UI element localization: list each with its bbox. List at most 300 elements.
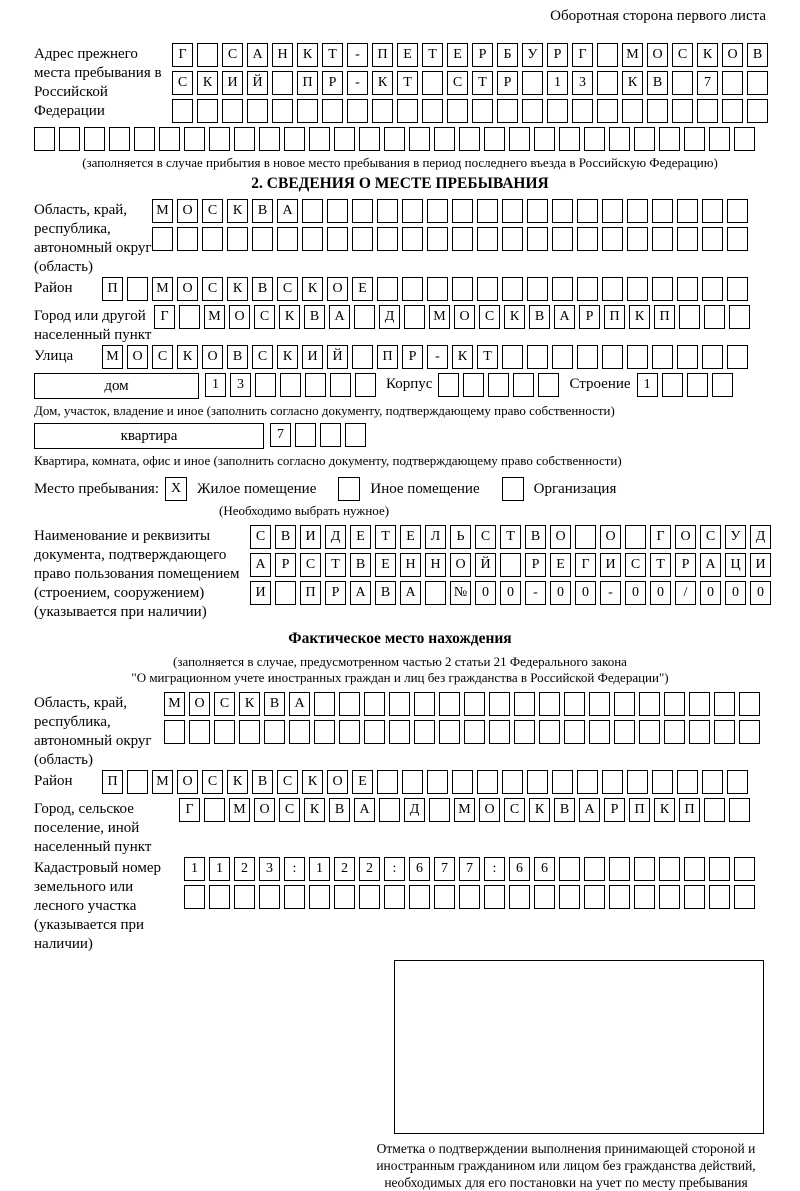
char-cell[interactable]: А [354, 798, 375, 822]
char-cell[interactable] [552, 345, 573, 369]
char-cell[interactable] [552, 277, 573, 301]
char-cell[interactable] [734, 857, 755, 881]
char-cell[interactable]: О [229, 305, 250, 329]
char-cell[interactable] [272, 99, 293, 123]
char-cell[interactable] [577, 227, 598, 251]
char-cell[interactable]: Г [572, 43, 593, 67]
char-cell[interactable] [652, 345, 673, 369]
char-cell[interactable] [659, 885, 680, 909]
char-cell[interactable] [402, 199, 423, 223]
char-cell[interactable] [459, 127, 480, 151]
char-cell[interactable] [477, 277, 498, 301]
char-cell[interactable]: 0 [550, 581, 571, 605]
char-cell[interactable]: С [700, 525, 721, 549]
char-cell[interactable] [59, 127, 80, 151]
char-cell[interactable] [402, 770, 423, 794]
char-cell[interactable] [284, 885, 305, 909]
char-cell[interactable] [727, 277, 748, 301]
char-cell[interactable]: 6 [409, 857, 430, 881]
char-cell[interactable]: Р [325, 581, 346, 605]
char-cell[interactable] [172, 99, 193, 123]
char-cell[interactable] [559, 885, 580, 909]
char-cell[interactable]: С [172, 71, 193, 95]
char-cell[interactable]: К [302, 277, 323, 301]
char-cell[interactable]: В [252, 199, 273, 223]
char-cell[interactable]: П [377, 345, 398, 369]
char-cell[interactable] [547, 99, 568, 123]
char-cell[interactable]: И [302, 345, 323, 369]
char-cell[interactable]: К [622, 71, 643, 95]
char-cell[interactable] [538, 373, 559, 397]
char-cell[interactable] [527, 770, 548, 794]
char-cell[interactable]: Р [675, 553, 696, 577]
char-cell[interactable] [513, 373, 534, 397]
char-cell[interactable] [302, 199, 323, 223]
char-cell[interactable] [672, 71, 693, 95]
char-cell[interactable] [84, 127, 105, 151]
char-cell[interactable] [609, 857, 630, 881]
char-cell[interactable] [534, 127, 555, 151]
char-cell[interactable]: О [454, 305, 475, 329]
char-cell[interactable]: В [304, 305, 325, 329]
char-cell[interactable]: Е [447, 43, 468, 67]
char-cell[interactable]: П [372, 43, 393, 67]
char-cell[interactable]: : [284, 857, 305, 881]
char-cell[interactable]: К [239, 692, 260, 716]
char-cell[interactable] [264, 720, 285, 744]
char-cell[interactable] [564, 720, 585, 744]
char-cell[interactable]: Р [547, 43, 568, 67]
char-cell[interactable] [295, 423, 316, 447]
char-cell[interactable]: 2 [234, 857, 255, 881]
char-cell[interactable] [522, 71, 543, 95]
char-cell[interactable]: Г [179, 798, 200, 822]
char-cell[interactable] [452, 227, 473, 251]
char-cell[interactable] [197, 43, 218, 67]
char-cell[interactable] [702, 199, 723, 223]
dom-type-box[interactable]: дом [34, 373, 199, 399]
checkbox-zhiloe[interactable]: X [165, 477, 187, 501]
char-cell[interactable] [634, 857, 655, 881]
char-cell[interactable] [664, 692, 685, 716]
char-cell[interactable] [729, 798, 750, 822]
char-cell[interactable]: Р [402, 345, 423, 369]
char-cell[interactable]: Р [322, 71, 343, 95]
char-cell[interactable]: В [252, 277, 273, 301]
char-cell[interactable] [502, 345, 523, 369]
char-cell[interactable] [184, 127, 205, 151]
char-cell[interactable] [339, 720, 360, 744]
char-cell[interactable] [377, 227, 398, 251]
char-cell[interactable] [314, 720, 335, 744]
char-cell[interactable]: П [102, 277, 123, 301]
char-cell[interactable]: - [347, 43, 368, 67]
char-cell[interactable] [389, 692, 410, 716]
char-cell[interactable] [734, 885, 755, 909]
char-cell[interactable] [739, 720, 760, 744]
char-cell[interactable] [677, 345, 698, 369]
char-cell[interactable] [384, 885, 405, 909]
kvartira-type-box[interactable]: квартира [34, 423, 264, 449]
char-cell[interactable] [572, 99, 593, 123]
char-cell[interactable]: С [202, 770, 223, 794]
char-cell[interactable]: 0 [750, 581, 771, 605]
char-cell[interactable] [409, 885, 430, 909]
char-cell[interactable]: О [177, 770, 198, 794]
char-cell[interactable]: Д [404, 798, 425, 822]
char-cell[interactable] [609, 885, 630, 909]
char-cell[interactable]: М [622, 43, 643, 67]
char-cell[interactable] [364, 720, 385, 744]
char-cell[interactable] [722, 71, 743, 95]
char-cell[interactable] [354, 305, 375, 329]
char-cell[interactable]: 6 [509, 857, 530, 881]
char-cell[interactable] [727, 345, 748, 369]
char-cell[interactable]: О [327, 277, 348, 301]
char-cell[interactable]: В [375, 581, 396, 605]
char-cell[interactable] [289, 720, 310, 744]
char-cell[interactable]: С [252, 345, 273, 369]
char-cell[interactable] [697, 99, 718, 123]
char-cell[interactable] [552, 199, 573, 223]
char-cell[interactable] [514, 720, 535, 744]
char-cell[interactable] [509, 885, 530, 909]
char-cell[interactable] [702, 770, 723, 794]
char-cell[interactable]: А [350, 581, 371, 605]
char-cell[interactable] [664, 720, 685, 744]
char-cell[interactable] [627, 277, 648, 301]
char-cell[interactable]: В [529, 305, 550, 329]
char-cell[interactable] [627, 770, 648, 794]
char-cell[interactable]: Г [154, 305, 175, 329]
char-cell[interactable] [484, 885, 505, 909]
char-cell[interactable]: Р [497, 71, 518, 95]
char-cell[interactable] [614, 720, 635, 744]
char-cell[interactable]: Л [425, 525, 446, 549]
checkbox-inoe[interactable] [338, 477, 360, 501]
char-cell[interactable] [459, 885, 480, 909]
char-cell[interactable]: О [450, 553, 471, 577]
char-cell[interactable] [372, 99, 393, 123]
char-cell[interactable] [514, 692, 535, 716]
char-cell[interactable] [409, 127, 430, 151]
char-cell[interactable]: 3 [230, 373, 251, 397]
char-cell[interactable]: 2 [359, 857, 380, 881]
char-cell[interactable] [434, 885, 455, 909]
char-cell[interactable] [489, 720, 510, 744]
char-cell[interactable] [427, 770, 448, 794]
char-cell[interactable] [602, 227, 623, 251]
char-cell[interactable] [272, 71, 293, 95]
char-cell[interactable] [359, 885, 380, 909]
char-cell[interactable] [734, 127, 755, 151]
char-cell[interactable] [652, 277, 673, 301]
char-cell[interactable]: 3 [259, 857, 280, 881]
char-cell[interactable] [352, 227, 373, 251]
char-cell[interactable] [602, 770, 623, 794]
char-cell[interactable]: К [279, 305, 300, 329]
char-cell[interactable] [702, 345, 723, 369]
char-cell[interactable] [727, 227, 748, 251]
char-cell[interactable]: А [554, 305, 575, 329]
char-cell[interactable]: А [579, 798, 600, 822]
char-cell[interactable]: О [254, 798, 275, 822]
char-cell[interactable]: 0 [725, 581, 746, 605]
char-cell[interactable]: Р [525, 553, 546, 577]
char-cell[interactable] [234, 885, 255, 909]
char-cell[interactable]: К [654, 798, 675, 822]
char-cell[interactable]: Д [325, 525, 346, 549]
char-cell[interactable] [352, 345, 373, 369]
char-cell[interactable]: 7 [459, 857, 480, 881]
char-cell[interactable] [704, 798, 725, 822]
char-cell[interactable] [429, 798, 450, 822]
char-cell[interactable] [634, 885, 655, 909]
char-cell[interactable] [305, 373, 326, 397]
char-cell[interactable] [527, 345, 548, 369]
char-cell[interactable] [164, 720, 185, 744]
char-cell[interactable] [234, 127, 255, 151]
char-cell[interactable] [277, 227, 298, 251]
char-cell[interactable] [422, 99, 443, 123]
char-cell[interactable] [439, 692, 460, 716]
char-cell[interactable]: В [554, 798, 575, 822]
char-cell[interactable]: Й [327, 345, 348, 369]
char-cell[interactable]: Е [550, 553, 571, 577]
char-cell[interactable]: Т [422, 43, 443, 67]
char-cell[interactable] [402, 227, 423, 251]
char-cell[interactable] [747, 71, 768, 95]
char-cell[interactable]: П [629, 798, 650, 822]
char-cell[interactable] [684, 885, 705, 909]
char-cell[interactable] [712, 373, 733, 397]
char-cell[interactable]: - [427, 345, 448, 369]
char-cell[interactable]: Р [472, 43, 493, 67]
char-cell[interactable]: 0 [575, 581, 596, 605]
char-cell[interactable] [209, 127, 230, 151]
char-cell[interactable] [355, 373, 376, 397]
char-cell[interactable] [672, 99, 693, 123]
char-cell[interactable] [389, 720, 410, 744]
char-cell[interactable]: В [329, 798, 350, 822]
char-cell[interactable] [702, 227, 723, 251]
char-cell[interactable] [397, 99, 418, 123]
char-cell[interactable] [659, 127, 680, 151]
char-cell[interactable] [702, 277, 723, 301]
char-cell[interactable] [597, 99, 618, 123]
char-cell[interactable] [259, 127, 280, 151]
char-cell[interactable] [179, 305, 200, 329]
char-cell[interactable] [402, 277, 423, 301]
char-cell[interactable] [204, 798, 225, 822]
char-cell[interactable] [684, 857, 705, 881]
char-cell[interactable]: В [525, 525, 546, 549]
char-cell[interactable] [534, 885, 555, 909]
char-cell[interactable]: 1 [309, 857, 330, 881]
char-cell[interactable] [502, 770, 523, 794]
char-cell[interactable] [404, 305, 425, 329]
char-cell[interactable] [589, 720, 610, 744]
char-cell[interactable]: Р [579, 305, 600, 329]
char-cell[interactable]: Т [397, 71, 418, 95]
char-cell[interactable]: Е [350, 525, 371, 549]
char-cell[interactable]: Т [325, 553, 346, 577]
char-cell[interactable] [652, 770, 673, 794]
char-cell[interactable]: С [222, 43, 243, 67]
char-cell[interactable]: Е [352, 277, 373, 301]
char-cell[interactable]: 7 [270, 423, 291, 447]
char-cell[interactable] [552, 770, 573, 794]
char-cell[interactable] [477, 227, 498, 251]
char-cell[interactable] [247, 99, 268, 123]
char-cell[interactable] [352, 199, 373, 223]
char-cell[interactable] [577, 345, 598, 369]
char-cell[interactable]: М [152, 199, 173, 223]
char-cell[interactable] [584, 857, 605, 881]
char-cell[interactable] [209, 885, 230, 909]
char-cell[interactable]: К [629, 305, 650, 329]
char-cell[interactable]: Н [425, 553, 446, 577]
char-cell[interactable] [527, 227, 548, 251]
char-cell[interactable] [127, 277, 148, 301]
char-cell[interactable]: Б [497, 43, 518, 67]
char-cell[interactable] [602, 199, 623, 223]
char-cell[interactable] [322, 99, 343, 123]
char-cell[interactable]: С [214, 692, 235, 716]
char-cell[interactable]: А [289, 692, 310, 716]
char-cell[interactable] [522, 99, 543, 123]
char-cell[interactable]: М [429, 305, 450, 329]
char-cell[interactable]: И [300, 525, 321, 549]
char-cell[interactable] [255, 373, 276, 397]
char-cell[interactable] [414, 720, 435, 744]
char-cell[interactable] [334, 885, 355, 909]
char-cell[interactable] [527, 277, 548, 301]
char-cell[interactable]: К [227, 770, 248, 794]
char-cell[interactable]: 0 [500, 581, 521, 605]
char-cell[interactable] [597, 43, 618, 67]
char-cell[interactable] [500, 553, 521, 577]
char-cell[interactable]: А [247, 43, 268, 67]
char-cell[interactable] [634, 127, 655, 151]
char-cell[interactable] [34, 127, 55, 151]
char-cell[interactable]: М [152, 277, 173, 301]
char-cell[interactable]: Д [750, 525, 771, 549]
char-cell[interactable]: С [202, 277, 223, 301]
char-cell[interactable]: С [625, 553, 646, 577]
checkbox-organizatsiya[interactable] [502, 477, 524, 501]
char-cell[interactable] [729, 305, 750, 329]
char-cell[interactable] [502, 199, 523, 223]
char-cell[interactable] [309, 127, 330, 151]
char-cell[interactable]: А [700, 553, 721, 577]
char-cell[interactable]: Е [375, 553, 396, 577]
char-cell[interactable] [327, 227, 348, 251]
char-cell[interactable] [489, 692, 510, 716]
char-cell[interactable] [709, 857, 730, 881]
char-cell[interactable]: М [102, 345, 123, 369]
char-cell[interactable] [177, 227, 198, 251]
char-cell[interactable]: В [227, 345, 248, 369]
char-cell[interactable] [564, 692, 585, 716]
char-cell[interactable]: 1 [209, 857, 230, 881]
char-cell[interactable]: Т [477, 345, 498, 369]
char-cell[interactable] [259, 885, 280, 909]
char-cell[interactable] [609, 127, 630, 151]
char-cell[interactable]: К [277, 345, 298, 369]
char-cell[interactable]: М [164, 692, 185, 716]
char-cell[interactable] [739, 692, 760, 716]
char-cell[interactable]: - [347, 71, 368, 95]
char-cell[interactable] [377, 277, 398, 301]
char-cell[interactable]: 3 [572, 71, 593, 95]
char-cell[interactable]: П [604, 305, 625, 329]
char-cell[interactable] [347, 99, 368, 123]
char-cell[interactable] [488, 373, 509, 397]
char-cell[interactable]: - [600, 581, 621, 605]
char-cell[interactable]: 0 [700, 581, 721, 605]
char-cell[interactable]: С [672, 43, 693, 67]
char-cell[interactable] [677, 277, 698, 301]
char-cell[interactable] [639, 692, 660, 716]
char-cell[interactable] [652, 227, 673, 251]
char-cell[interactable]: П [654, 305, 675, 329]
char-cell[interactable] [709, 885, 730, 909]
char-cell[interactable] [464, 692, 485, 716]
char-cell[interactable] [584, 127, 605, 151]
char-cell[interactable]: С [254, 305, 275, 329]
char-cell[interactable] [464, 720, 485, 744]
char-cell[interactable]: 1 [637, 373, 658, 397]
char-cell[interactable]: О [600, 525, 621, 549]
char-cell[interactable]: К [227, 277, 248, 301]
char-cell[interactable] [297, 99, 318, 123]
char-cell[interactable]: Ь [450, 525, 471, 549]
char-cell[interactable] [677, 199, 698, 223]
char-cell[interactable] [589, 692, 610, 716]
char-cell[interactable] [339, 692, 360, 716]
char-cell[interactable] [625, 525, 646, 549]
char-cell[interactable] [384, 127, 405, 151]
char-cell[interactable] [584, 885, 605, 909]
char-cell[interactable] [727, 770, 748, 794]
char-cell[interactable]: В [252, 770, 273, 794]
char-cell[interactable] [552, 227, 573, 251]
char-cell[interactable]: 0 [475, 581, 496, 605]
char-cell[interactable]: / [675, 581, 696, 605]
char-cell[interactable] [227, 227, 248, 251]
char-cell[interactable] [239, 720, 260, 744]
char-cell[interactable]: Т [322, 43, 343, 67]
char-cell[interactable] [497, 99, 518, 123]
char-cell[interactable] [577, 199, 598, 223]
char-cell[interactable]: : [384, 857, 405, 881]
char-cell[interactable] [275, 581, 296, 605]
char-cell[interactable]: 0 [625, 581, 646, 605]
char-cell[interactable] [159, 127, 180, 151]
char-cell[interactable]: С [447, 71, 468, 95]
char-cell[interactable] [197, 99, 218, 123]
char-cell[interactable]: Р [275, 553, 296, 577]
char-cell[interactable] [379, 798, 400, 822]
char-cell[interactable]: О [647, 43, 668, 67]
char-cell[interactable] [509, 127, 530, 151]
char-cell[interactable]: К [504, 305, 525, 329]
char-cell[interactable]: О [177, 199, 198, 223]
char-cell[interactable]: О [722, 43, 743, 67]
char-cell[interactable] [709, 127, 730, 151]
char-cell[interactable]: А [250, 553, 271, 577]
